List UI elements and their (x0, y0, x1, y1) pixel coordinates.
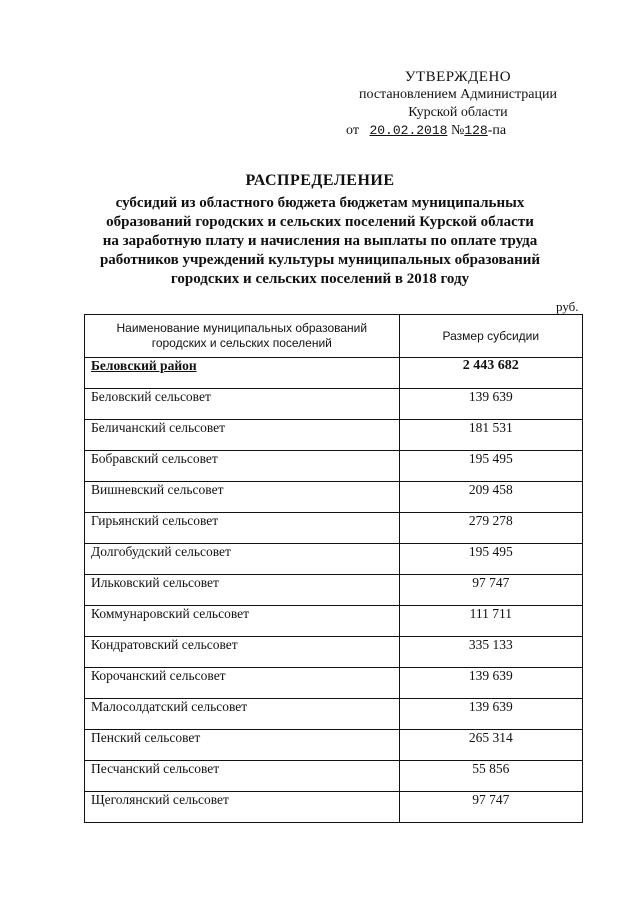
title-heading: РАСПРЕДЕЛЕНИЕ (245, 172, 395, 189)
currency-unit: руб. (556, 299, 579, 314)
approval-number-sign: № (450, 123, 465, 138)
approval-date-line (318, 122, 598, 140)
row-name: Коммунаровский сельсовет (85, 606, 400, 637)
table-row (85, 792, 583, 823)
table-row (85, 730, 583, 761)
table-row (85, 575, 583, 606)
title-subtitle-line: субсидий из областного бюджета бюджетам муниципальных (115, 195, 525, 211)
row-amount: 139 639 (399, 699, 582, 730)
row-amount: 97 747 (399, 792, 582, 823)
row-name: Беличанский сельсовет (85, 420, 400, 451)
table-row (85, 513, 583, 544)
row-amount: 335 133 (399, 637, 582, 668)
row-name: Долгобудский сельсовет (85, 544, 400, 575)
table-row (85, 389, 583, 420)
row-amount: 55 856 (399, 761, 582, 792)
row-name: Песчанский сельсовет (85, 761, 400, 792)
table-row (85, 451, 583, 482)
approval-title: УТВЕРЖДЕНО (404, 69, 512, 85)
title-subtitle-line: образований городских и сельских поселений Курской области (106, 214, 534, 230)
row-amount: 139 639 (399, 668, 582, 699)
approval-date: 20.02.2018 (369, 123, 448, 138)
title-subtitle-line: работников учреждений культуры муниципальных образований (99, 252, 541, 268)
column-header-amount: Размер субсидии (399, 315, 582, 358)
row-name: Корочанский сельсовет (85, 668, 400, 699)
approval-authority: постановлением Администрации (359, 87, 557, 102)
row-name: Кондратовский сельсовет (85, 637, 400, 668)
district-row (85, 358, 583, 389)
row-name: Гирьянский сельсовет (85, 513, 400, 544)
row-name: Пенский сельсовет (85, 730, 400, 761)
row-amount: 139 639 (399, 389, 582, 420)
table-row (85, 668, 583, 699)
table-row (85, 420, 583, 451)
table-header-row (85, 315, 583, 358)
table-row (85, 606, 583, 637)
row-amount: 111 711 (399, 606, 582, 637)
title-subtitle-line: на заработную плату и начисления на выплаты по оплате труда (102, 233, 538, 249)
approval-region: Курской области (408, 105, 508, 120)
row-amount: 181 531 (399, 420, 582, 451)
row-name: Малосолдатский сельсовет (85, 699, 400, 730)
table-row (85, 637, 583, 668)
document-title (60, 172, 580, 289)
district-name: Беловский район (85, 358, 400, 389)
row-amount: 195 495 (399, 451, 582, 482)
subsidy-table (84, 314, 583, 823)
approval-from-label: от (346, 123, 359, 138)
column-header-name: Наименование муниципальных образований городских и сельских поселений (85, 315, 400, 358)
row-name: Бобравский сельсовет (85, 451, 400, 482)
row-amount: 209 458 (399, 482, 582, 513)
row-name: Вишневский сельсовет (85, 482, 400, 513)
approval-suffix: -па (487, 123, 507, 138)
title-subtitle-line: городских и сельских поселений в 2018 году (170, 271, 470, 287)
approval-stamp (318, 68, 598, 140)
table-row (85, 482, 583, 513)
table-row (85, 544, 583, 575)
approval-number: 128 (464, 123, 488, 138)
row-name: Беловский сельсовет (85, 389, 400, 420)
row-amount: 279 278 (399, 513, 582, 544)
district-amount: 2 443 682 (399, 358, 582, 389)
table-row (85, 761, 583, 792)
row-amount: 97 747 (399, 575, 582, 606)
row-amount: 195 495 (399, 544, 582, 575)
row-amount: 265 314 (399, 730, 582, 761)
table-row (85, 699, 583, 730)
row-name: Щеголянский сельсовет (85, 792, 400, 823)
row-name: Ильковский сельсовет (85, 575, 400, 606)
